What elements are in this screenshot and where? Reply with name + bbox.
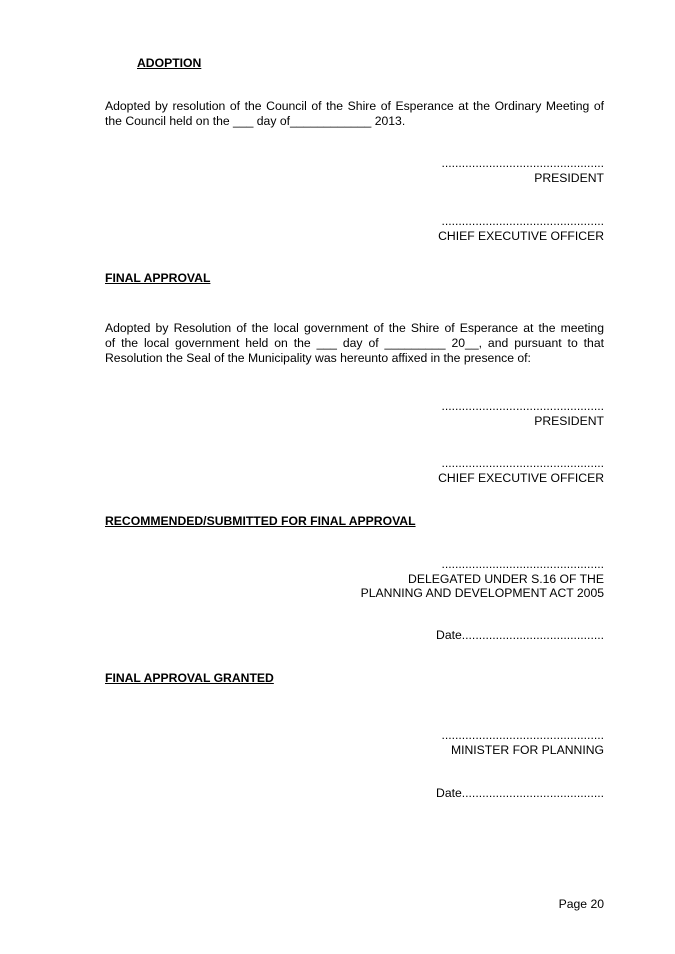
final-approval-granted-heading: FINAL APPROVAL GRANTED bbox=[105, 671, 274, 685]
minister-signature bbox=[441, 728, 604, 757]
recommended-heading: RECOMMENDED/SUBMITTED FOR FINAL APPROVAL bbox=[105, 514, 416, 528]
signature-title: CHIEF EXECUTIVE OFFICER bbox=[438, 228, 604, 243]
delegated-signature bbox=[361, 557, 604, 601]
signature-dots: ................................................ bbox=[441, 156, 604, 170]
adoption-ceo-signature bbox=[438, 214, 604, 243]
signature-title: PRESIDENT bbox=[534, 413, 604, 428]
signature-title: CHIEF EXECUTIVE OFFICER bbox=[438, 470, 604, 485]
signature-dots: ................................................ bbox=[441, 399, 604, 413]
adoption-paragraph bbox=[105, 99, 604, 129]
signature-title-line-1: DELEGATED UNDER S.16 OF THE bbox=[408, 571, 604, 586]
signature-dots: ................................................ bbox=[441, 728, 604, 742]
adoption-president-signature bbox=[441, 156, 604, 185]
final-approval-line-2: of the local government held on the ___ day of _________ 20__, and pursuant to that bbox=[105, 336, 604, 350]
signature-dots: ................................................ bbox=[441, 214, 604, 228]
signature-title: PRESIDENT bbox=[534, 170, 604, 185]
recommended-date-line: Date.......................................... bbox=[436, 628, 604, 642]
adoption-line-2: the Council held on the ___ day of____________ 2013. bbox=[105, 114, 406, 128]
adoption-line-1: Adopted by resolution of the Council of the Shire of Esperance at the Ordinary Meeting of bbox=[105, 99, 604, 113]
signature-dots: ................................................ bbox=[441, 456, 604, 470]
final-approval-paragraph bbox=[105, 321, 604, 366]
final-approval-line-3: Resolution the Seal of the Municipality was hereunto affixed in the presence of: bbox=[105, 351, 531, 365]
final-approval-ceo-signature bbox=[438, 456, 604, 485]
final-approval-line-1: Adopted by Resolution of the local government of the Shire of Esperance at the meeting bbox=[105, 321, 604, 335]
signature-dots: ................................................ bbox=[441, 557, 604, 571]
granted-date-line: Date.......................................... bbox=[436, 786, 604, 800]
signature-title: MINISTER FOR PLANNING bbox=[450, 742, 604, 757]
signature-title-line-2: PLANNING AND DEVELOPMENT ACT 2005 bbox=[360, 586, 604, 600]
adoption-heading: ADOPTION bbox=[137, 56, 202, 70]
final-approval-heading: FINAL APPROVAL bbox=[105, 271, 211, 285]
final-approval-president-signature bbox=[441, 399, 604, 428]
page-number: Page 20 bbox=[558, 897, 604, 911]
